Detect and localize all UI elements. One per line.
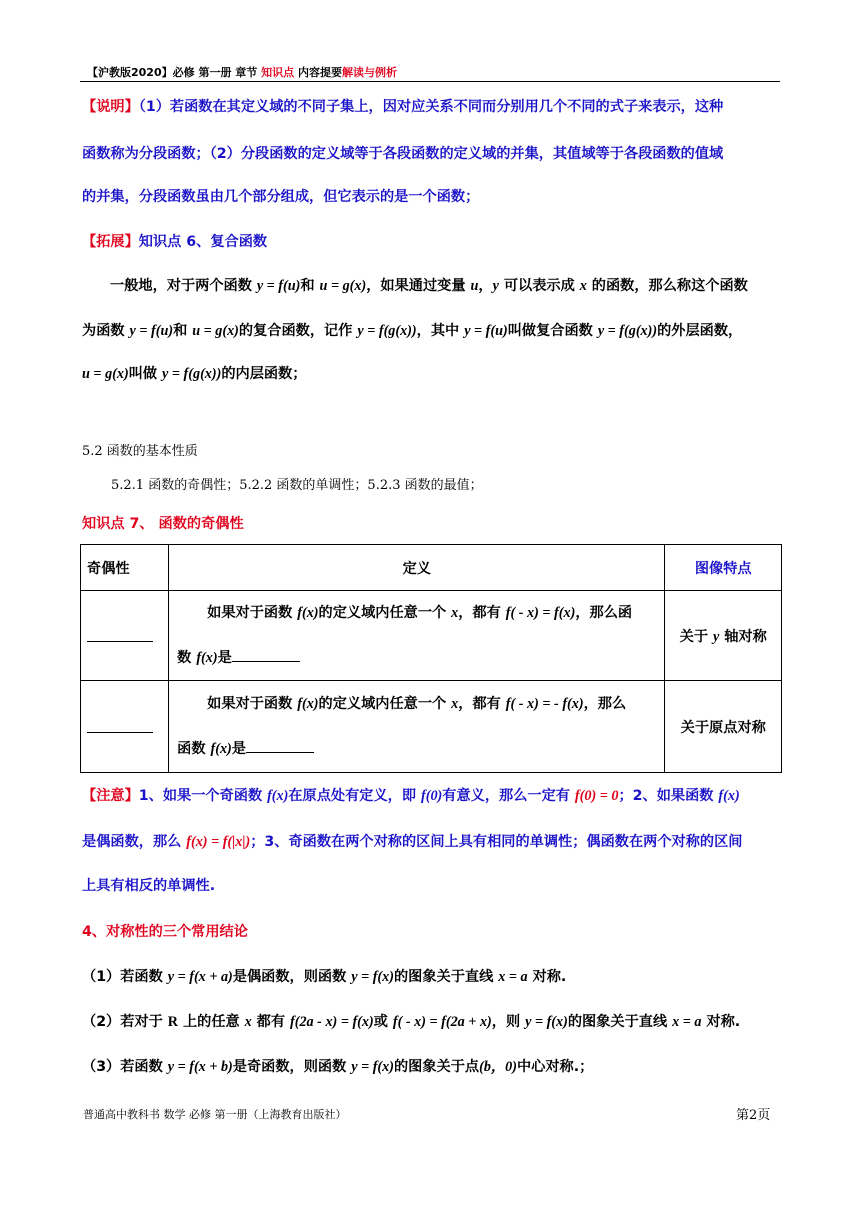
t: 数 [177,650,197,666]
page-header [87,64,397,80]
t: ，那么函 [575,605,633,621]
formula: (b，0) [479,1059,517,1075]
note1-text1: （1）若函数在其定义域的不同子集上，因对应关系不同而分别用几个不同的式子来表示，这种 [138,99,724,115]
t: 的图象关于直线 [567,1014,673,1030]
t: ，都有 [458,605,506,621]
composite-line2 [82,321,782,341]
symmetry-title: 4、对称性的三个常用结论 [82,924,248,940]
t: ，其中 [416,323,465,339]
t: 的内层函数； [221,366,307,382]
t: ，都有 [458,696,506,712]
note2-tag: 【注意】 [82,788,139,804]
t: 是 [231,741,246,757]
th-parity: 奇偶性 [81,545,169,591]
definition-line [169,736,664,759]
formula: y = f(x + a) [167,969,233,985]
note1-line3: 的并集，分段函数虽由几个部分组成，但它表示的是一个函数； [82,189,480,205]
t: 有意义，那么一定有 [442,788,575,804]
t: 的复合函数，记作 [238,323,358,339]
formula: x [451,696,459,712]
expand-heading [82,232,782,252]
t: 的外层函数， [657,323,743,339]
t: 轴对称 [719,628,767,645]
header-part2: 知识点 [261,66,295,79]
definition-line [169,694,664,714]
t: （1）若函数 [82,969,168,985]
answer-blank [87,625,153,642]
symmetry-conclusion-3 [82,1057,782,1077]
t: 和 [300,278,320,294]
feature-cell [665,591,782,681]
t: 的函数，那么称这个函数 [586,278,748,294]
answer-blank-cell [81,591,169,681]
formula: u [470,278,479,294]
formula: y = f(u) [464,323,508,339]
answer-blank [87,716,153,733]
definition-line [169,603,664,623]
t: 如果对于函数 [207,605,298,621]
t: 如果对于函数 [207,696,298,712]
answer-blank-cell [81,681,169,773]
header-part4: 解读与例析 [341,66,397,79]
t: 和 [173,323,193,339]
definition-cell [169,591,665,681]
t: 叫做复合函数 [507,323,598,339]
formula: f(x) [196,650,218,666]
t: 关于 [679,628,713,645]
formula: f(0) [421,788,443,804]
formula: y = f(g(x)) [597,323,658,339]
t: 中心对称.； [516,1059,594,1075]
feature-cell: 关于原点对称 [665,681,782,773]
formula: f(x) [718,788,740,804]
formula: y = f(x) [351,969,394,985]
table-row [81,591,782,681]
t: 对称. [527,969,567,985]
t: 函数 [177,741,211,757]
answer-blank [246,736,314,753]
formula: f(0) = 0 [574,788,619,804]
t: （2）若对于 [82,1014,168,1030]
formula: y = f(g(x)) [357,323,417,339]
formula: f(x) = f(|x|) [186,834,251,850]
formula: y [492,278,499,294]
formula: x = a [498,969,528,985]
t: ，那么 [583,696,627,712]
kp7-title: 知识点 7、 函数的奇偶性 [82,516,244,532]
note2-line1 [82,786,782,806]
answer-blank [232,645,300,662]
t: 的图象关于直线 [393,969,499,985]
expand-title: 知识点 6、复合函数 [138,234,268,250]
formula: f(x) [210,741,232,757]
t: 1、如果一个奇函数 [138,788,268,804]
t: ；3、奇函数在两个对称的区间上具有相同的单调性；偶函数在两个对称的区间 [250,834,743,850]
formula: f(x) [267,788,289,804]
formula: x [244,1014,252,1030]
formula: x [579,278,587,294]
formula: R [167,1014,178,1030]
t: 都有 [251,1014,290,1030]
table-row [81,681,782,773]
composite-line1 [110,276,810,296]
formula: f( - x) = - f(x) [505,696,584,712]
formula: y = f(x) [351,1059,394,1075]
t: 的图象关于点 [393,1059,480,1075]
header-divider [80,81,780,82]
formula: f(x) [297,605,319,621]
t: 一般地，对于两个函数 [110,278,257,294]
t: ；2、如果函数 [618,788,719,804]
formula: f( - x) = f(2a + x) [392,1014,492,1030]
t: ， [478,278,493,294]
note1-line2: 函数称为分段函数；（2）分段函数的定义域等于各段函数的定义域的并集，其值域等于各段函数的值域 [82,146,724,162]
definition-cell [169,681,665,773]
formula: u = g(x) [319,278,367,294]
note1-tag: 【说明】 [82,99,139,115]
header-part3: 内容提要 [294,66,342,79]
t: 为函数 [82,323,130,339]
t: 的定义域内任意一个 [318,696,452,712]
formula: u = g(x) [192,323,239,339]
t: 是 [217,650,232,666]
header-part1: 【沪教版2020】必修 第一册 章节 [87,66,262,79]
t: 在原点处有定义，即 [288,788,421,804]
footer-book-title: 普通高中教科书 数学 必修 第一册（上海教育出版社） [83,1108,347,1121]
note1-line1 [82,97,782,117]
parity-table [80,544,782,773]
th-feature: 图像特点 [665,545,782,591]
formula: y = f(x + b) [167,1059,233,1075]
t: 是偶函数，则函数 [232,969,352,985]
t: 是奇函数，则函数 [232,1059,352,1075]
formula: y = f(u) [256,278,301,294]
note2-line2 [82,832,782,852]
t: ，如果通过变量 [366,278,471,294]
table-header-row [81,545,782,591]
section-title: 5.2 函数的基本性质 [82,444,198,459]
t: 是偶函数，那么 [82,834,187,850]
formula: f(x) [297,696,319,712]
t: （3）若函数 [82,1059,168,1075]
composite-line3 [82,364,782,384]
formula: f(2a - x) = f(x) [290,1014,374,1030]
formula: y = f(g(x)) [162,366,222,382]
definition-line [169,645,664,668]
formula: x = a [672,1014,702,1030]
t: 的定义域内任意一个 [318,605,452,621]
t: 上的任意 [178,1014,245,1030]
formula: u = g(x) [82,366,129,382]
th-definition: 定义 [169,545,665,591]
section-subtitle: 5.2.1 函数的奇偶性；5.2.2 函数的单调性；5.2.3 函数的最值； [111,478,483,493]
expand-tag: 【拓展】 [82,234,139,250]
formula: y = f(u) [129,323,174,339]
note2-line3: 上具有相反的单调性. [82,878,216,894]
t: 对称. [701,1014,741,1030]
formula: f( - x) = f(x) [505,605,576,621]
formula: x [451,605,459,621]
t: ，则 [491,1014,526,1030]
footer-page-number: 第2页 [736,1108,771,1123]
symmetry-conclusion-2 [82,1012,782,1032]
symmetry-conclusion-1 [82,967,782,987]
t: 叫做 [128,366,163,382]
t: 可以表示成 [498,278,580,294]
formula: y [712,628,720,645]
formula: y = f(x) [525,1014,568,1030]
t: 或 [373,1014,393,1030]
